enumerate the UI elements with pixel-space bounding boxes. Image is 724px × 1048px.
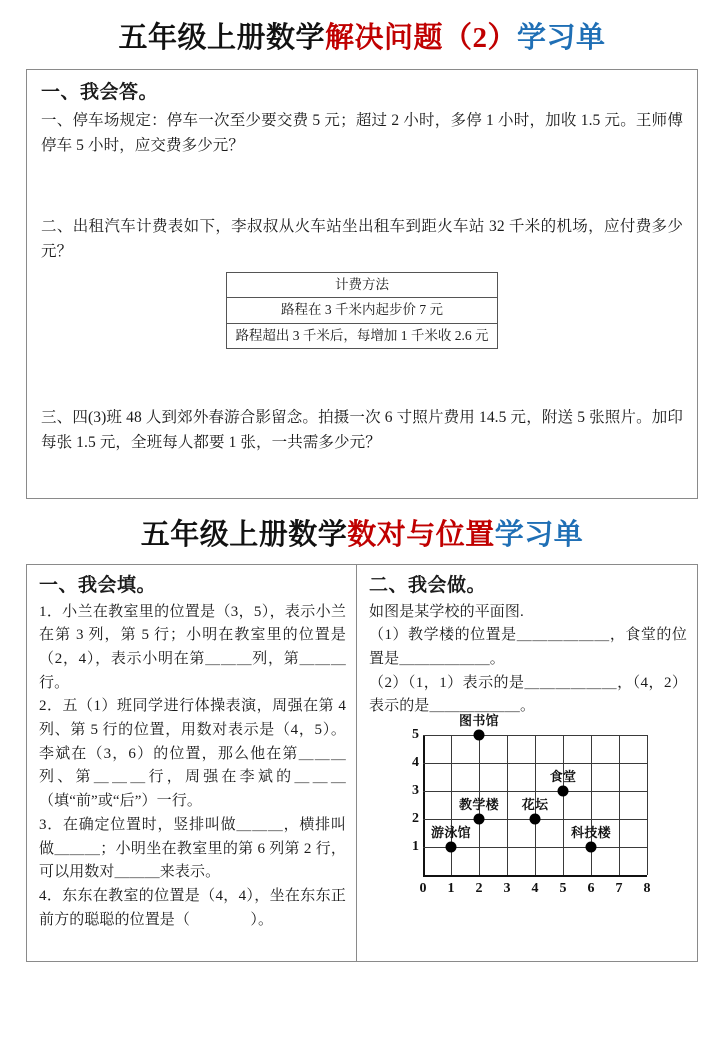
worksheet-2-title [0, 521, 724, 550]
y-axis-tick-label: 5 [412, 727, 419, 743]
map-point [586, 842, 597, 853]
grid-line-horizontal [423, 735, 647, 736]
map-point-label: 教学楼 [459, 797, 499, 813]
worksheet-1-title [0, 24, 724, 53]
y-axis-tick-label: 2 [412, 811, 419, 827]
fare-table-row [227, 323, 498, 348]
fare-table-cell-1: 路程在 3 千米内起步价 7 元 [227, 298, 498, 323]
x-axis-tick-label: 7 [615, 881, 623, 897]
y-axis-tick-label: 3 [412, 783, 419, 799]
fill-item-1: 1．小兰在教室里的位置是（3，5），表示小兰在第 3 列，第 5 行；小明在教室里的位置是（2，4），表示小明在第＿＿＿列，第＿＿＿行。 [39, 603, 346, 691]
grid-line-vertical [563, 735, 564, 875]
fill-item-3: 3．在确定位置时，竖排叫做＿＿＿，横排叫做＿＿＿；小明坐在教室里的第 6 列第 2 行，可以用数对＿＿＿来表示。 [39, 816, 346, 881]
x-axis-tick-label: 4 [531, 881, 539, 897]
x-axis-tick-label: 8 [643, 881, 651, 897]
worksheet-2-left-column [27, 565, 357, 961]
map-point [530, 814, 541, 825]
worksheet-1-title-part-1: 五年级上册数学 [118, 22, 325, 54]
question-2-text: 二、出租汽车计费表如下，李叔叔从火车站坐出租车到距火车站 32 千米的机场，应付费多少元？ [41, 217, 683, 260]
map-point-label: 花坛 [521, 797, 549, 813]
worksheet-1-title-part-2: 解决问题（2） [324, 22, 517, 54]
section-2-right-heading: 二、我会做。 [369, 575, 487, 596]
answer-space-1 [41, 158, 683, 214]
do-item-1: （1）教学楼的位置是＿＿＿＿＿＿，食堂的位置是＿＿＿＿＿＿。 [369, 627, 687, 668]
fare-table [226, 272, 498, 349]
fare-table-row [227, 298, 498, 323]
map-point [474, 814, 485, 825]
map-point-label: 食堂 [549, 769, 577, 785]
worksheet-1-content-box [26, 69, 698, 499]
grid-line-vertical [507, 735, 508, 875]
x-axis-tick-label: 1 [447, 881, 455, 897]
worksheet-2-title-part-2: 数对与位置 [347, 519, 495, 551]
x-axis-tick-label: 5 [559, 881, 567, 897]
y-axis-tick-label: 4 [412, 755, 419, 771]
question-3-text: 三、四(3)班 48 人到郊外春游合影留念。拍摄一次 6 寸照片费用 14.5 元，附送 5 张照片。加印每张 1.5 元，全班每人都要 1 张，一共需多少元？ [41, 408, 683, 451]
worksheet-2-content-box [26, 564, 698, 962]
grid-line-vertical [591, 735, 592, 875]
map-point-label: 游泳馆 [431, 825, 471, 841]
fare-table-header-row [227, 273, 498, 298]
map-point [474, 730, 485, 741]
grid-line-vertical [619, 735, 620, 875]
coordinate-grid [423, 713, 647, 875]
worksheet-1-title-part-3: 学习单 [517, 22, 606, 54]
fare-table-cell-2: 路程超出 3 千米后，每增加 1 千米收 2.6 元 [227, 323, 498, 348]
grid-line-vertical [423, 735, 425, 875]
map-point-label: 图书馆 [459, 713, 499, 729]
do-item-2: （2）（1，1）表示的是＿＿＿＿＿＿，（4，2）表示的是＿＿＿＿＿＿。 [369, 674, 687, 715]
grid-line-vertical [451, 735, 452, 875]
worksheet-2-title-part-3: 学习单 [494, 519, 584, 551]
fare-table-header-cell: 计费方法 [227, 273, 498, 298]
worksheet-2-title-part-1: 五年级上册数学 [140, 519, 348, 551]
fill-item-4: 4．东东在教室的位置是（4，4），坐在东东正前方的聪聪的位置是（ ）。 [39, 887, 346, 928]
grid-line-horizontal [423, 875, 647, 877]
school-map-figure [397, 713, 659, 911]
map-point [558, 786, 569, 797]
x-axis-tick-label: 6 [587, 881, 595, 897]
figure-intro-text: 如图是某学校的平面图. [369, 603, 524, 620]
x-axis-tick-label: 2 [475, 881, 483, 897]
worksheet-2-right-column [357, 565, 697, 961]
question-1-text: 一、停车场规定：停车一次至少要交费 5 元；超过 2 小时，多停 1 小时，加收 1.5 元。王师傅停车 5 小时，应交费多少元？ [41, 111, 683, 154]
y-axis-tick-label: 1 [412, 839, 419, 855]
grid-line-vertical [647, 735, 648, 875]
fill-item-2: 2．五（1）班同学进行体操表演，周强在第 4 列、第 5 行的位置，用数对表示是（4，5）。李斌在（3，6）的位置，那么他在第＿＿＿列、第＿＿＿行，周强在李斌的＿＿＿（填“前”或“后”）一行。 [39, 698, 346, 810]
grid-line-horizontal [423, 791, 647, 792]
x-axis-tick-label: 3 [503, 881, 511, 897]
x-axis-tick-label: 0 [419, 881, 427, 897]
map-point [446, 842, 457, 853]
map-point-label: 科技楼 [571, 825, 611, 841]
section-1-heading: 一、我会答。 [41, 82, 159, 103]
grid-line-horizontal [423, 763, 647, 764]
section-2-left-heading: 一、我会填。 [39, 575, 157, 596]
answer-space-2 [41, 349, 683, 405]
grid-line-horizontal [423, 847, 647, 848]
